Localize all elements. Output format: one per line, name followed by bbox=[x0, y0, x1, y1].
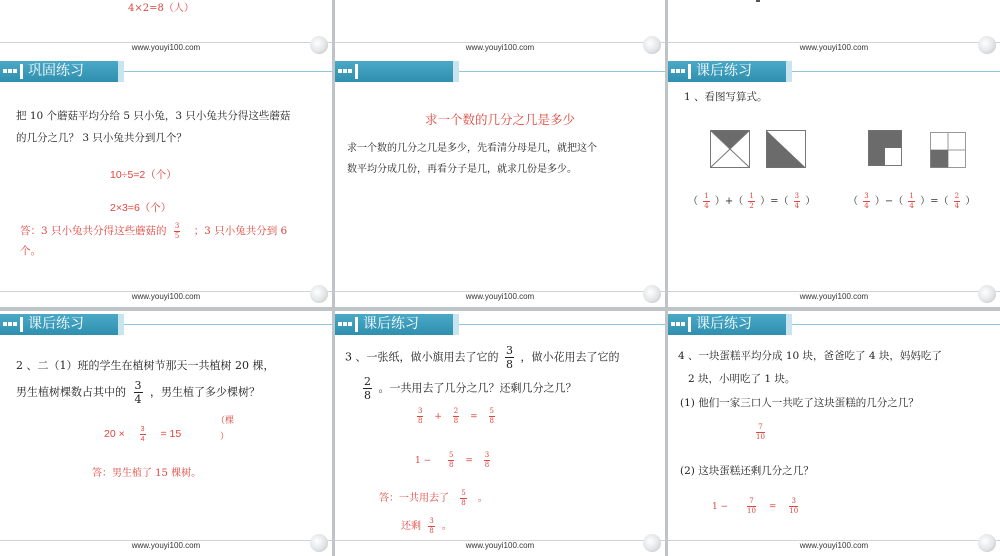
page-curl-icon bbox=[978, 36, 996, 54]
header-rule bbox=[786, 71, 1000, 72]
answer-text-2: ；3 只小兔共分到 6 bbox=[193, 225, 288, 237]
header-dots-icon bbox=[3, 322, 21, 327]
question-line-1: 3 、一张纸，做小旗用去了它的 $\frac{3}{8}$ ，做小花用去了它的 bbox=[345, 344, 620, 371]
header-rule bbox=[118, 324, 332, 325]
sub-question-2: (2) 这块蛋糕还剩几分之几？ bbox=[680, 465, 814, 477]
answer-line-1: 答：一共用去了 $\frac{5}{8}$ 。 bbox=[379, 489, 488, 507]
equation: 20 × $\frac{3}{4}$ = 15 bbox=[104, 425, 182, 443]
square-half-shaded-icon bbox=[766, 130, 806, 168]
header-label: 课后练习 bbox=[696, 63, 752, 79]
question-line-2: 的几分之几？ 3 只小兔共分到几个？ bbox=[16, 132, 187, 144]
section-header bbox=[668, 61, 786, 82]
section-header bbox=[668, 314, 786, 335]
slide-1 bbox=[0, 0, 332, 58]
page-curl-icon bbox=[978, 534, 996, 552]
equation-2: 1 − $\frac{5}{8}$ = $\frac{3}{8}$ bbox=[415, 451, 490, 469]
page-curl-icon bbox=[643, 285, 661, 303]
header-dots-icon bbox=[3, 69, 21, 74]
footer-url: www.youyi100.com bbox=[799, 43, 869, 52]
page-curl-icon bbox=[310, 534, 328, 552]
slide-homework-2 bbox=[0, 311, 332, 556]
footer-url: www.youyi100.com bbox=[465, 43, 535, 52]
question-line-2: $\frac{2}{8}$ 。一共用去了几分之几？还剩几分之几？ bbox=[364, 375, 577, 402]
header-label: 课后练习 bbox=[696, 316, 752, 332]
header-dots-icon bbox=[338, 322, 356, 327]
footer-url: www.youyi100.com bbox=[799, 541, 869, 550]
concept-line-2: 数平均分成几份，再看分子是几，就求几份是多少。 bbox=[347, 164, 577, 175]
slide-concept bbox=[335, 58, 665, 307]
fraction: $\frac{1}{2}$ bbox=[749, 192, 754, 210]
fraction: $\frac{1}{4}$ bbox=[909, 192, 914, 210]
section-header bbox=[335, 61, 453, 82]
page-curl-icon bbox=[643, 534, 661, 552]
header-dots-icon bbox=[338, 69, 356, 74]
header-rule bbox=[118, 71, 332, 72]
question-fraction-2: $\frac{2}{8}$ bbox=[364, 375, 371, 402]
slide-2 bbox=[335, 0, 665, 58]
fraction: $\frac{3}{4}$ bbox=[794, 192, 800, 210]
question-fraction-1: $\frac{3}{8}$ bbox=[506, 344, 513, 371]
equation-b: （ $\frac{3}{4}$ ）−（ $\frac{1}{4}$ ）=（ $\frac{2}{4}$ ） bbox=[848, 192, 976, 210]
concept-title: 求一个数的几分之几是多少 bbox=[424, 112, 575, 127]
section-header bbox=[0, 314, 118, 335]
square-grid-quarter-shaded-icon bbox=[930, 132, 966, 168]
equation-1: 10÷5=2（个） bbox=[110, 169, 177, 181]
fraction: $\frac{1}{4}$ bbox=[704, 192, 709, 210]
footer-url: www.youyi100.com bbox=[465, 292, 535, 301]
header-label: 课后练习 bbox=[363, 316, 419, 332]
header-rule bbox=[786, 324, 1000, 325]
equation-a: （ $\frac{1}{4}$ ）+（ $\frac{1}{2}$ ）=（ $\frac{3}{4}$ ） bbox=[688, 192, 816, 210]
page-curl-icon bbox=[310, 36, 328, 54]
answer-text: 答：3 只小兔共分得这些蘑菇的 bbox=[20, 225, 167, 237]
answer-line-2: 还剩 $\frac{3}{8}$ 。 bbox=[401, 517, 452, 535]
fraction: $\frac{3}{4}$ bbox=[864, 192, 869, 210]
footer-url: www.youyi100.com bbox=[131, 292, 201, 301]
footer-url: www.youyi100.com bbox=[131, 541, 201, 550]
slide-homework-4 bbox=[668, 311, 1000, 556]
fraction: $\frac{2}{4}$ bbox=[954, 192, 960, 210]
header-label: 巩固练习 bbox=[28, 63, 84, 79]
answer-line-3: 个。 bbox=[20, 245, 41, 257]
page-curl-icon bbox=[643, 36, 661, 54]
answer-fraction: $\frac{3}{5}$ bbox=[174, 221, 180, 240]
answer-2: 1 − $\frac{7}{10}$ = $\frac{3}{10}$ bbox=[712, 497, 799, 515]
fragment-mark bbox=[756, 0, 760, 2]
question-line-2: 男生植树棵数占其中的 $\frac{3}{4}$ ，男生植了多少棵树？ bbox=[16, 379, 260, 406]
answer-line bbox=[20, 221, 287, 242]
page-curl-icon bbox=[978, 285, 996, 303]
sub-question-1: (1) 他们一家三口人一共吃了这块蛋糕的几分之几？ bbox=[680, 397, 919, 409]
square-three-quarters-shaded-icon bbox=[868, 130, 902, 166]
question-line: 1 、看图写算式。 bbox=[684, 91, 768, 103]
question-fraction: $\frac{3}{4}$ bbox=[134, 379, 142, 406]
slide-3 bbox=[668, 0, 1000, 58]
slide-consolidation-exercise bbox=[0, 58, 332, 307]
header-dots-icon bbox=[671, 322, 689, 327]
footer-url: www.youyi100.com bbox=[131, 43, 201, 52]
square-quarter-shaded-icon bbox=[710, 130, 750, 168]
question-line-1: 把 10 个蘑菇平均分给 5 只小兔，3 只小兔共分得这些蘑菇 bbox=[16, 110, 291, 122]
page-curl-icon bbox=[310, 285, 328, 303]
header-rule bbox=[453, 324, 665, 325]
header-label: 课后练习 bbox=[28, 316, 84, 332]
slide-homework-3 bbox=[335, 311, 665, 556]
answer-1: $\frac{7}{10}$ bbox=[756, 423, 765, 441]
footer-url: www.youyi100.com bbox=[799, 292, 869, 301]
question-line-1: 2 、二（1）班的学生在植树节那天一共植树 20 棵， bbox=[16, 359, 275, 372]
answer-line: 答：男生植了 15 棵树。 bbox=[92, 468, 202, 479]
concept-line-1: 求一个数的几分之几是多少，先看清分母是几，就把这个 bbox=[347, 143, 597, 154]
question-line-1: 4 、一块蛋糕平均分成 10 块，爸爸吃了 4 块，妈妈吃了 bbox=[678, 350, 942, 362]
slide-homework-1 bbox=[668, 58, 1000, 307]
equation-2: 2×3=6（个） bbox=[110, 202, 172, 214]
section-header bbox=[0, 61, 118, 82]
calc-line: 4×2=8（人） bbox=[128, 3, 194, 14]
equation-fraction: $\frac{3}{4}$ bbox=[140, 425, 145, 443]
equation-1: $\frac{3}{8}$ + $\frac{2}{8}$ = $\frac{5}{8}$ bbox=[418, 407, 494, 425]
question-line-2: 2 块，小明吃了 1 块。 bbox=[688, 373, 796, 385]
unit-close: ） bbox=[220, 432, 230, 442]
footer-url: www.youyi100.com bbox=[465, 541, 535, 550]
unit-label: （棵 bbox=[216, 416, 235, 426]
header-dots-icon bbox=[671, 69, 689, 74]
header-rule bbox=[453, 71, 665, 72]
section-header bbox=[335, 314, 453, 335]
